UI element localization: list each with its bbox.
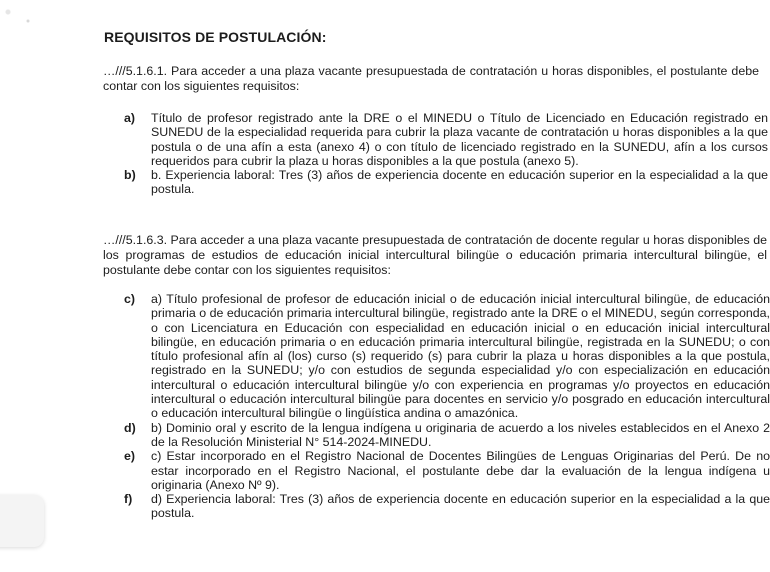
- paragraph-5-1-6-3: …///5.1.6.3. Para acceder a una plaza vacante presupuestada de contratación de docente regular u horas disponibles de los programas de estudios de educación inicial intercultural bilingüe o educación primaria intercultural bilingüe, el postulante debe contar con los siguientes requisitos:: [103, 233, 767, 277]
- list-marker: a): [124, 111, 136, 125]
- paragraph-5-1-6-1: …///5.1.6.1. Para acceder a una plaza vacante presupuestada de contratación u horas disponibles, el postulante debe contar con los siguientes requisitos:: [103, 64, 759, 93]
- list-marker: d): [124, 420, 136, 435]
- side-tab[interactable]: [0, 495, 44, 547]
- list-marker: e): [124, 449, 136, 464]
- list-item-text: d) Experiencia laboral: Tres (3) años de experiencia docente en educación superior en la especialidad a la que postula.: [151, 492, 770, 521]
- list-marker: b): [124, 168, 136, 183]
- list-item-text: b. Experiencia laboral: Tres (3) años de experiencia docente en educación superior en la especialidad a la que postula.: [151, 168, 768, 197]
- list-item-text: b) Dominio oral y escrito de la lengua indígena u originaria de acuerdo a los niveles establecidos en el Anexo 2 de la Resolución Ministerial N° 514-2024-MINEDU.: [151, 420, 770, 449]
- scan-artifact: [0, 0, 40, 60]
- section-heading: REQUISITOS DE POSTULACIÓN:: [104, 29, 327, 45]
- list-item: [124, 292, 770, 421]
- requirements-list-1: [124, 111, 768, 197]
- list-item: [124, 111, 768, 168]
- list-item-text: Título de profesor registrado ante la DRE o el MINEDU o Título de Licenciado en Educación registrado en SUNEDU de la especialidad requerida para cubrir la plaza vacante de contratación u horas disponibles a la que postula o de una afín a esta (anexo 4) o con título de licenciado registrado en la SUNEDU, afín a los cursos requeridos para cubrir la plaza u horas disponibles a la que postula (anexo 5).: [151, 111, 768, 168]
- list-marker: f): [124, 492, 133, 507]
- list-item: [124, 421, 770, 450]
- list-item: [124, 492, 770, 521]
- list-item: [124, 449, 770, 492]
- list-marker: c): [124, 292, 136, 306]
- list-item-text: c) Estar incorporado en el Registro Nacional de Docentes Bilingües de Lenguas Originarias del Perú. De no estar incorporado en el Registro Nacional, el postulante debe dar la evaluación de la lengua indígena u originaria (Anexo Nº 9).: [151, 449, 770, 492]
- list-item-text: a) Título profesional de profesor de educación inicial o de educación inicial intercultural bilingüe, de educación primaria o de educación primaria intercultural bilingüe, registrado ante la DRE o el MINEDU, según corresponda, o con Licenciatura en Educación con especialidad en educación inicial o en educación inicial intercultural bilingüe, en educación primaria o en educación primaria intercultural bilingüe, registrada en la SUNEDU; o con título profesional afín al (los) curso (s) requerido (s) para cubrir la plaza u horas disponibles a la que postula, registrado en la SUNEDU; y/o con estudios de segunda especialidad y/o con especialización en educación intercultural o educación intercultural bilingüe y/o con experiencia en programas y/o proyectos en educación intercultural o educación intercultural bilingüe para docentes en servicio y/o posgrado en educación intercultural o educación intercultural bilingüe o lingüística andina o amazónica.: [151, 292, 770, 421]
- list-item: [124, 168, 768, 197]
- requirements-list-2: [124, 292, 770, 521]
